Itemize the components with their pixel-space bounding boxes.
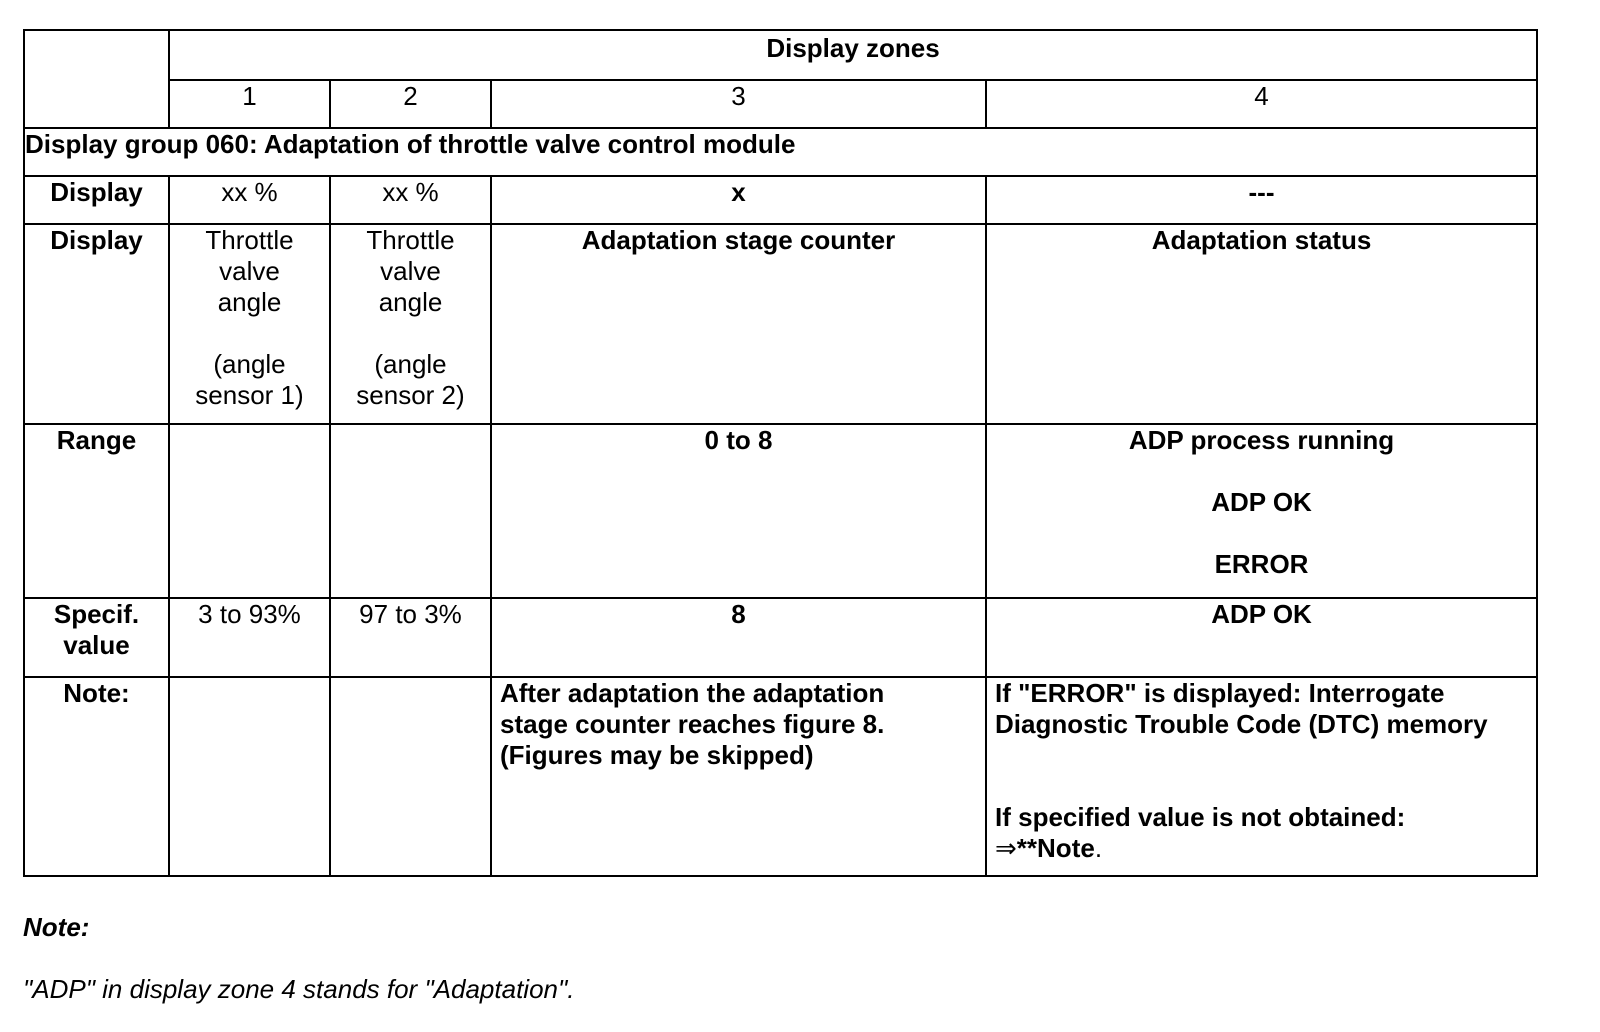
range-value-line: ERROR	[1214, 549, 1309, 579]
zone-1-name-line: angle	[217, 287, 282, 317]
line-gap	[331, 318, 490, 349]
zone-2-name-line: (angle	[374, 349, 447, 379]
specified-zone-3: 8	[491, 598, 986, 677]
line-gap	[995, 771, 1536, 802]
note-zone-4	[986, 677, 1537, 876]
range-zone-4	[986, 424, 1537, 598]
specified-label-line: value	[63, 630, 130, 660]
specified-label-line: Specif.	[53, 599, 140, 629]
display-units-label: Display	[24, 176, 169, 224]
specified-zone-2: 97 to 3%	[330, 598, 491, 677]
note-link-line	[995, 833, 1536, 864]
line-gap	[995, 740, 1536, 771]
zone-1-name-line: valve	[219, 256, 280, 286]
specified-value-label	[24, 598, 169, 677]
zone-1-header: 1	[169, 80, 330, 128]
zone-4-header: 4	[986, 80, 1537, 128]
display-units-zone-3: x	[491, 176, 986, 224]
display-names-zone-2	[330, 224, 491, 424]
note-zone-2	[330, 677, 491, 876]
display-group-table	[23, 29, 1538, 877]
note-line: After adaptation the adaptation	[500, 678, 885, 708]
zone-2-name-line: valve	[380, 256, 441, 286]
range-value-line: ADP process running	[1128, 425, 1395, 455]
display-zones-header: Display zones	[169, 30, 1537, 80]
display-units-zone-1: xx %	[169, 176, 330, 224]
right-arrow-icon: ⇒	[995, 833, 1017, 863]
note-reference-link[interactable]: **Note	[1016, 833, 1095, 863]
display-names-zone-3: Adaptation stage counter	[491, 224, 986, 424]
display-names-zone-4: Adaptation status	[986, 224, 1537, 424]
note-zone-3	[491, 677, 986, 876]
zone-1-name-line: Throttle	[205, 225, 294, 255]
note-line: stage counter reaches figure 8.	[500, 709, 885, 739]
zone-2-name-line: sensor 2)	[356, 380, 465, 410]
zone-2-name-line: Throttle	[366, 225, 455, 255]
note-line: If specified value is not obtained:	[995, 802, 1406, 832]
range-zone-3: 0 to 8	[491, 424, 986, 598]
period: .	[1094, 833, 1103, 863]
footnote-text: "ADP" in display zone 4 stands for "Adaptation".	[23, 974, 575, 1004]
zone-3-header: 3	[491, 80, 986, 128]
display-units-zone-4: ---	[986, 176, 1537, 224]
footnote-title: Note:	[23, 912, 90, 942]
display-units-zone-2: xx %	[330, 176, 491, 224]
range-label: Range	[24, 424, 169, 598]
display-names-label: Display	[24, 224, 169, 424]
zone-2-name-line: angle	[378, 287, 443, 317]
display-group-title: Display group 060: Adaptation of throttle valve control module	[24, 128, 1537, 176]
display-names-zone-1	[169, 224, 330, 424]
line-gap	[170, 318, 329, 349]
range-zone-2	[330, 424, 491, 598]
footnote	[23, 912, 574, 1005]
note-line: Diagnostic Trouble Code (DTC) memory	[995, 709, 1488, 739]
range-zone-1	[169, 424, 330, 598]
note-row-label: Note:	[24, 677, 169, 876]
note-line: If "ERROR" is displayed: Interrogate	[995, 678, 1445, 708]
zone-2-header: 2	[330, 80, 491, 128]
zone-1-name-line: sensor 1)	[195, 380, 304, 410]
specified-zone-4: ADP OK	[986, 598, 1537, 677]
note-line: (Figures may be skipped)	[500, 740, 814, 770]
line-gap	[987, 456, 1536, 487]
line-gap	[987, 518, 1536, 549]
header-empty-cell	[24, 30, 169, 128]
specified-zone-1: 3 to 93%	[169, 598, 330, 677]
range-value-line: ADP OK	[1211, 487, 1312, 517]
note-zone-1	[169, 677, 330, 876]
zone-1-name-line: (angle	[213, 349, 286, 379]
